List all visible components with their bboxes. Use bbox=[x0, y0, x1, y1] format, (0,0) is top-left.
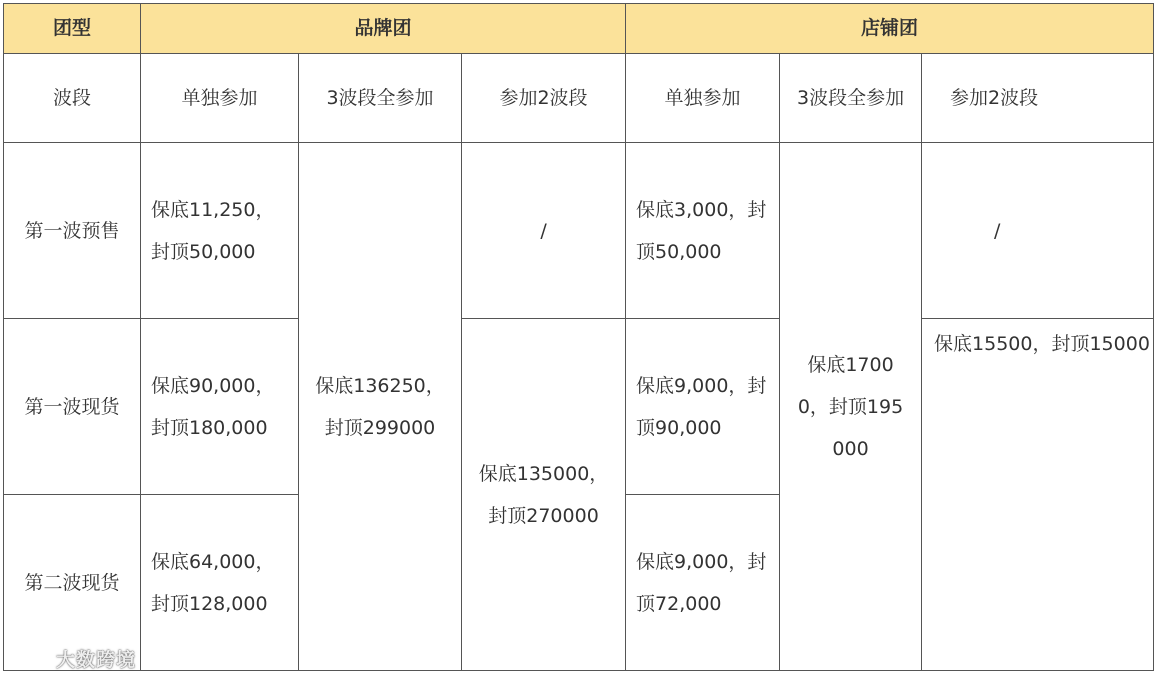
store-single-cell: 保底9,000，封顶90,000 bbox=[626, 319, 780, 495]
subheader-row bbox=[4, 54, 1154, 143]
type-header-cell: 团型 bbox=[4, 4, 141, 54]
wave-cell: 第一波预售 bbox=[4, 143, 141, 319]
brand-single-header: 单独参加 bbox=[141, 54, 299, 143]
store-all3-cell: 保底17000，封顶195000 bbox=[780, 143, 922, 671]
brand-two-rest-cell: 保底135000，封顶270000 bbox=[462, 319, 626, 671]
brand-single-cell: 保底90,000，封顶180,000 bbox=[141, 319, 299, 495]
store-single-cell: 保底9,000，封顶72,000 bbox=[626, 495, 780, 671]
table-row bbox=[4, 143, 1154, 319]
store-group-header: 店铺团 bbox=[626, 4, 1154, 54]
brand-two-header: 参加2波段 bbox=[462, 54, 626, 143]
brand-single-cell: 保底64,000，封顶128,000 bbox=[141, 495, 299, 671]
header-row bbox=[4, 4, 1154, 54]
store-two-first-cell: / bbox=[922, 143, 1154, 319]
store-two-rest-cell: 保底15500，封顶15000 bbox=[922, 319, 1154, 671]
brand-group-header: 品牌团 bbox=[141, 4, 626, 54]
brand-single-cell: 保底11,250，封顶50,000 bbox=[141, 143, 299, 319]
store-single-cell: 保底3,000，封顶50,000 bbox=[626, 143, 780, 319]
wave-header-cell: 波段 bbox=[4, 54, 141, 143]
ks-logo-icon bbox=[6, 645, 50, 671]
brand-all3-header: 3波段全参加 bbox=[299, 54, 462, 143]
watermark-text: 大数跨境 bbox=[56, 648, 137, 671]
table-row bbox=[4, 319, 1154, 495]
store-two-header: 参加2波段 bbox=[922, 54, 1154, 143]
group-pricing-table bbox=[3, 3, 1154, 671]
store-single-header: 单独参加 bbox=[626, 54, 780, 143]
watermark bbox=[6, 642, 136, 674]
brand-two-first-cell: / bbox=[462, 143, 626, 319]
wave-cell: 第一波现货 bbox=[4, 319, 141, 495]
brand-all3-cell: 保底136250，封顶299000 bbox=[299, 143, 462, 671]
store-all3-header: 3波段全参加 bbox=[780, 54, 922, 143]
wave-cell: 第二波现货 bbox=[4, 495, 141, 671]
